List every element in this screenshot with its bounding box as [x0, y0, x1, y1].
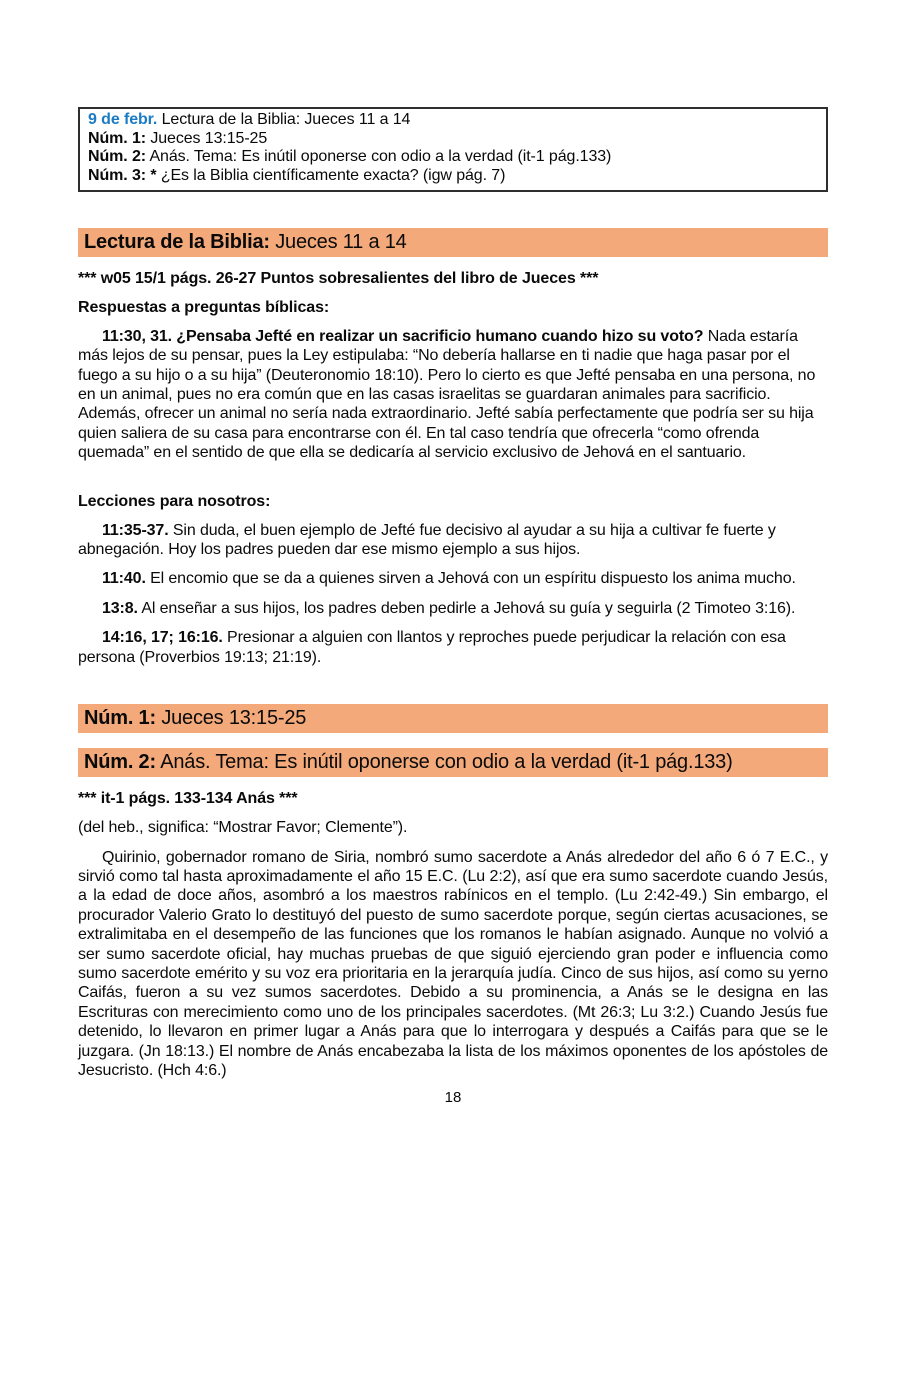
paragraph-body: Presionar a alguien con llantos y reproches puede perjudicar la relación con esa persona (Proverbios 19:13; 21:19). [78, 629, 786, 666]
schedule-num2-text: Anás. Tema: Es inútil oponerse con odio a la verdad (it-1 pág.133) [149, 148, 612, 166]
section-bar-num1 [78, 704, 828, 733]
paragraph-body: Sin duda, el buen ejemplo de Jefté fue decisivo al ayudar a su hija a cultivar fe fuerte y abnegación. Hoy los padres pueden dar ese mismo ejemplo a sus hijos. [78, 521, 776, 559]
section-bar-num2 [78, 748, 828, 777]
schedule-num1-label: Núm. 1: [88, 129, 146, 147]
schedule-row-date [88, 111, 818, 130]
schedule-num3-label: Núm. 3: * [88, 167, 157, 185]
paragraph-lead: 13:8. [102, 599, 138, 617]
source-reference-w05: *** w05 15/1 págs. 26-27 Puntos sobresalientes del libro de Jueces *** [78, 269, 599, 287]
document-page [0, 107, 906, 1387]
subheading-lessons: Lecciones para nosotros: [78, 492, 271, 510]
schedule-row-num1 [88, 130, 818, 149]
paragraph-body: El encomio que se da a quienes sirven a Jehová con un espíritu dispuesto los anima mucho. [150, 570, 796, 588]
paragraph-lead: 14:16, 17; 16:16. [102, 629, 223, 647]
section-bar-label: Lectura de la Biblia: [84, 230, 270, 253]
schedule-date-label: 9 de febr. [88, 111, 158, 128]
section-bar-label: Núm. 2: [84, 751, 156, 774]
paragraph-body: Nada estaría más lejos de su pensar, pues la Ley estipulaba: “No debería hallarse en ti nadie que haga pasar por el fuego a su hijo o a su hija” (Deuteronomio 18:10). Pero lo cierto es que Jefté pensaba en una persona, no en un animal, pues no era común que en las casas israelitas se guardaran animales para sacrificio. Además, ofrecer un animal no sería nada extraordinario. Jefté sabía perfectamente que podría ser su hija quien saliera de su casa para encontrarse con él. En tal caso tendría que ofrecerla “como ofrenda quemada” en el sentido de que ella se dedicaría al servicio exclusivo de Jehová en el santuario. [78, 327, 816, 462]
schedule-row-num2 [88, 148, 818, 167]
paragraph-lesson-13-8 [78, 599, 828, 618]
section-bar-title: Anás. Tema: Es inútil oponerse con odio a la verdad (it-1 pág.133) [160, 751, 733, 774]
paragraph-lesson-11-35 [78, 521, 828, 560]
paragraph-lead: 11:35-37. [102, 521, 169, 539]
meeting-schedule-box [78, 107, 828, 192]
schedule-date-text: Lectura de la Biblia: Jueces 11 a 14 [161, 111, 411, 128]
paragraph-body: Al enseñar a sus hijos, los padres deben pedirle a Jehová su guía y seguirla (2 Timoteo 3:16). [141, 599, 796, 617]
source-reference-it1: *** it-1 págs. 133-134 Anás *** [78, 790, 298, 808]
section-bar-label: Núm. 1: [84, 707, 156, 730]
paragraph-qa-11-30 [78, 327, 828, 463]
paragraph-lead: 11:40. [102, 570, 146, 588]
section-bar-bible-reading [78, 228, 828, 257]
paragraph-lead: 11:30, 31. ¿Pensaba Jefté en realizar un sacrificio humano cuando hizo su voto? [102, 327, 704, 345]
page-content [0, 107, 906, 1106]
section-bar-title: Jueces 11 a 14 [275, 230, 407, 253]
paragraph-etymology: (del heb., significa: “Mostrar Favor; Clemente”). [78, 819, 408, 837]
section-bar-title: Jueces 13:15-25 [161, 707, 307, 730]
schedule-num3-text: ¿Es la Biblia científicamente exacta? (igw pág. 7) [160, 167, 506, 185]
subheading-bible-questions: Respuestas a preguntas bíblicas: [78, 298, 330, 316]
schedule-num2-label: Núm. 2: [88, 148, 146, 166]
page-number: 18 [444, 1089, 462, 1107]
schedule-num1-text: Jueces 13:15-25 [150, 129, 268, 147]
schedule-row-num3 [88, 167, 818, 186]
paragraph-lesson-14-16 [78, 628, 828, 667]
paragraph-anas-history: Quirinio, gobernador romano de Siria, nombró sumo sacerdote a Anás alrededor del año 6 ó 7 E.C., y sirvió como tal hasta aproximadamente el año 15 E.C. (Lu 2:2), así que era sumo sacerdote cuando Jesús, a la edad de doce años, asombró a los maestros rabínicos en el templo. (Lu 2:42-49.) Sin embargo, el procurador Valerio Grato lo destituyó del puesto de sumo sacerdote porque, según ciertas acusaciones, se extralimitaba en el desempeño de las funciones que los romanos le habían asignado. Aunque no volvió a ser sumo sacerdote oficial, hay muchas pruebas de que siguió ejerciendo gran poder e influencia como sumo sacerdote emérito y su voz era prioritaria en la jerarquía judía. Cinco de sus hijos, así como su yerno Caifás, fueron a su vez sumos sacerdotes. Debido a su prominencia, a Anás se le designa en las Escrituras con merecimiento como uno de los principales sacerdotes. (Mt 26:3; Lu 3:2.) Cuando Jesús fue detenido, lo llevaron en primer lugar a Anás para que lo interrogara y después a Caifás para que se le juzgara. (Jn 18:13.) El nombre de Anás encabezaba la lista de los máximos oponentes de los apóstoles de Jesucristo. (Hch 4:6.) [78, 848, 828, 1079]
paragraph-lesson-11-40 [78, 569, 828, 588]
